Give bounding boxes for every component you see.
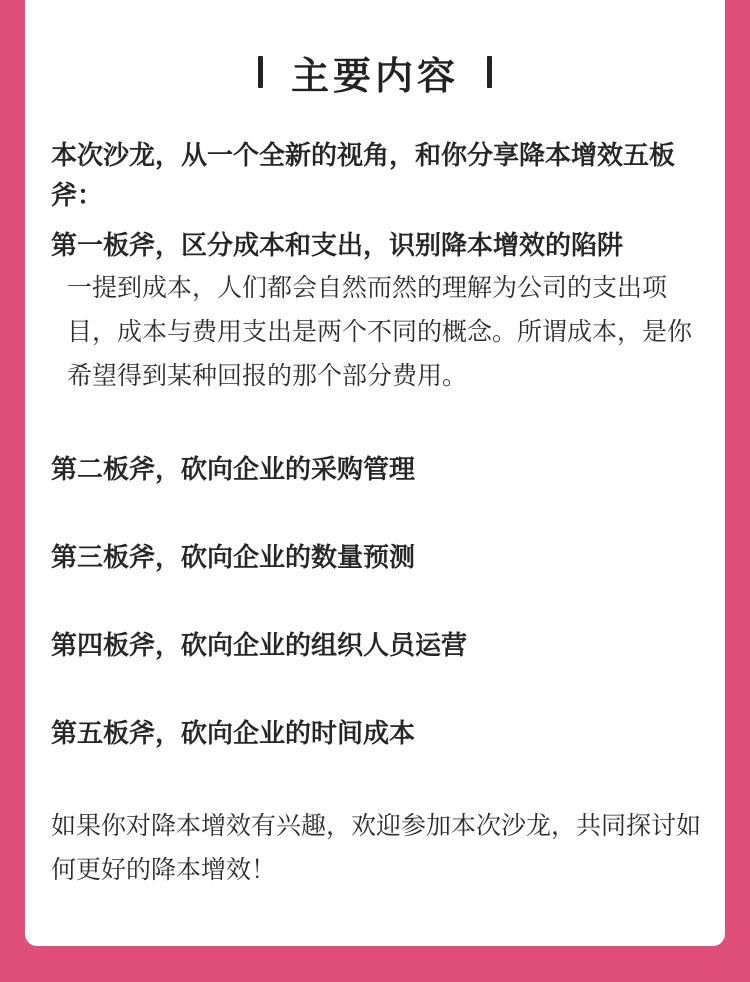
axe-1-body: 一提到成本，人们都会自然而然的理解为公司的支出项目，成本与费用支出是两个不同的概念。所谓成本，是你希望得到某种回报的那个部分费用。 xyxy=(67,273,693,390)
main-content xyxy=(51,136,701,892)
title-bar-right xyxy=(487,56,492,88)
content-card xyxy=(25,0,725,946)
axe-4-heading: 第四板斧，砍向企业的组织人员运营 xyxy=(51,631,468,661)
axe-2-heading: 第二板斧，砍向企业的采购管理 xyxy=(51,455,416,485)
page-title: 主要内容 xyxy=(290,53,459,98)
axe-5-heading: 第五板斧，砍向企业的时间成本 xyxy=(51,719,416,749)
axe-3-heading: 第三板斧，砍向企业的数量预测 xyxy=(51,543,416,573)
axe-1-heading: 第一板斧，区分成本和支出，识别降本增效的陷阱 xyxy=(51,231,624,261)
title-row xyxy=(25,46,725,98)
intro-paragraph: 本次沙龙，从一个全新的视角，和你分享降本增效五板斧： xyxy=(51,141,676,211)
closing-paragraph: 如果你对降本增效有兴趣，欢迎参加本次沙龙，共同探讨如何更好的降本增效！ xyxy=(51,811,702,884)
title-bar-left xyxy=(258,56,263,88)
